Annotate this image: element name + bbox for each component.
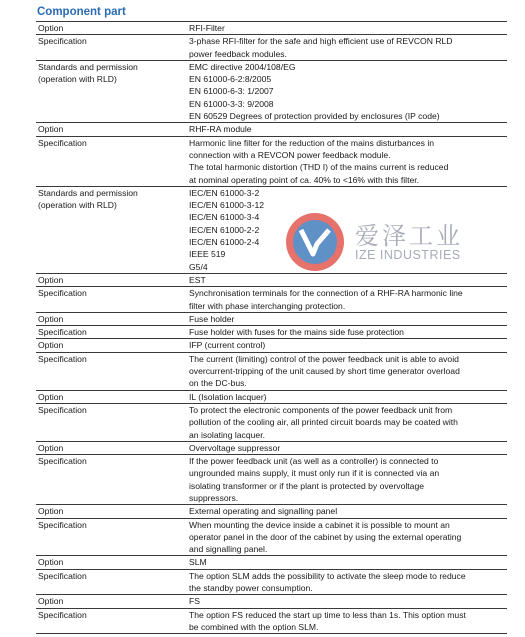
row-value-line: Synchronisation terminals for the connection of a RHF-RA harmonic line (189, 288, 463, 299)
row-label-line: Option (38, 557, 64, 568)
row-label-line: Option (38, 274, 64, 285)
row-value-line: at nominal operating point of ca. 40% to <16% with this filter. (189, 174, 420, 185)
row-label (36, 442, 187, 454)
row-label (36, 570, 187, 595)
row-value-line: be combined with the option SLM. (189, 621, 319, 632)
row-value-line: filter with phase interchanging protection. (189, 300, 346, 311)
row-value-line: The total harmonic distortion (THD I) of the mains current is reduced (189, 162, 449, 173)
row-value-line: SLM (189, 557, 207, 568)
table-row (36, 555, 507, 568)
row-label-line: Specification (38, 137, 87, 148)
row-value (187, 505, 507, 517)
row-value-line: EN 61000-3-3: 9/2008 (189, 98, 274, 109)
row-value-line: pollution of the cooling air, all printed circuit boards may be coated with (189, 417, 458, 428)
row-value-line: isolating transformer or if the plant is protected by overvoltage (189, 480, 425, 491)
row-value (187, 455, 507, 504)
row-label (36, 187, 187, 273)
row-value (187, 339, 507, 351)
row-label-line: (operation with RLD) (38, 74, 117, 85)
row-value-line: IEC/EN 61000-3-4 (189, 212, 260, 223)
row-value (187, 137, 507, 186)
row-label-line: Specification (38, 353, 87, 364)
row-label-line: Option (38, 506, 64, 517)
table-row (36, 608, 507, 635)
row-value-line: EN 61000-6-3: 1/2007 (189, 86, 274, 97)
row-value (187, 595, 507, 607)
table-row (36, 21, 507, 34)
section-title: Component part (37, 6, 126, 18)
row-value (187, 519, 507, 556)
row-label (36, 505, 187, 517)
row-value-line: operator panel in the door of the cabinet by using the external operating (189, 531, 462, 542)
table-row (36, 60, 507, 122)
row-value-line: IEEE 519 (189, 249, 226, 260)
row-value-line: When mounting the device inside a cabinet it is possible to mount an (189, 519, 450, 530)
row-label-line: Specification (38, 288, 87, 299)
row-value-line: IEC/EN 61000-2-4 (189, 237, 260, 248)
row-value (187, 61, 507, 122)
row-value-line: the standby power consumption. (189, 583, 313, 594)
table-row (36, 286, 507, 312)
row-value (187, 404, 507, 441)
row-label (36, 123, 187, 135)
row-value-line: IEC/EN 61000-2-2 (189, 224, 260, 235)
row-value-line: RHF-RA module (189, 124, 252, 135)
row-label-line: Specification (38, 519, 87, 530)
row-label (36, 556, 187, 568)
row-label-line: Specification (38, 404, 87, 415)
row-value (187, 22, 507, 34)
row-label (36, 353, 187, 390)
row-label-line: Standards and permission (38, 187, 138, 198)
row-label (36, 313, 187, 325)
row-value-line: suppressors. (189, 492, 239, 503)
row-value-line: 3-phase RFI-filter for the safe and high efficient use of REVCON RLD (189, 36, 453, 47)
row-label-line: Option (38, 340, 64, 351)
row-label (36, 391, 187, 403)
row-value-line: EMC directive 2004/108/EG (189, 61, 296, 72)
row-value (187, 274, 507, 286)
row-label (36, 609, 187, 634)
row-label-line: Standards and permission (38, 61, 138, 72)
row-label-line: Specification (38, 327, 87, 338)
row-label-line: Specification (38, 456, 87, 467)
row-value-line: on the DC-bus. (189, 378, 247, 389)
row-value-line: Overvoltage suppressor (189, 442, 281, 453)
table-row (36, 338, 507, 351)
row-label-line: Option (38, 391, 64, 402)
row-value-line: Fuse holder (189, 313, 235, 324)
row-label-line: Option (38, 23, 64, 33)
watermark-english: IZE INDUSTRIES (355, 248, 461, 262)
row-label (36, 519, 187, 556)
table-row (36, 518, 507, 556)
row-value-line: To protect the electronic components of the power feedback unit from (189, 404, 453, 415)
row-label (36, 326, 187, 338)
row-value-line: EN 61000-6-2:8/2005 (189, 74, 272, 85)
row-value (187, 123, 507, 135)
table-row (36, 34, 507, 60)
row-value (187, 442, 507, 454)
row-value (187, 353, 507, 390)
row-label-line: Option (38, 124, 64, 135)
row-value (187, 35, 507, 60)
table-row (36, 352, 507, 390)
row-value-line: Harmonic line filter for the reduction of the mains disturbances in (189, 137, 435, 148)
row-value (187, 313, 507, 325)
row-value-line: Fuse holder with fuses for the mains side fuse protection (189, 327, 404, 338)
row-value-line: The current (limiting) control of the power feedback unit is able to avoid (189, 353, 459, 364)
row-label-line: Option (38, 596, 64, 607)
row-value-line: IEC/EN 61000-3-2 (189, 187, 260, 198)
row-value-line: G5/4 (189, 261, 208, 272)
row-value (187, 556, 507, 568)
row-value-line: IEC/EN 61000-3-12 (189, 200, 264, 211)
row-label (36, 22, 187, 34)
row-label (36, 404, 187, 441)
row-value-line: connection with a REVCON power feedback module. (189, 149, 391, 160)
table-row (36, 569, 507, 595)
table-row (36, 594, 507, 607)
row-value-line: IFP (current control) (189, 340, 266, 351)
row-value-line: RFI-Filter (189, 23, 225, 33)
row-value (187, 391, 507, 403)
table-row (36, 504, 507, 517)
row-value-line: power feedback modules. (189, 48, 287, 59)
row-label-line: Specification (38, 609, 87, 620)
row-label-line: Option (38, 442, 64, 453)
table-row (36, 390, 507, 403)
row-label-line: (operation with RLD) (38, 200, 117, 211)
row-label (36, 287, 187, 312)
table-row (36, 186, 507, 273)
row-value-line: The option FS reduced the start up time to less than 1s. This option must (189, 609, 466, 620)
table-row (36, 122, 507, 135)
component-table (36, 21, 507, 634)
table-row (36, 403, 507, 441)
row-value-line: overcurrent-tripping of the unit caused by short time generator overload (189, 366, 460, 377)
row-label (36, 339, 187, 351)
row-value (187, 187, 507, 273)
table-row (36, 136, 507, 186)
table-row (36, 441, 507, 454)
row-label (36, 61, 187, 122)
row-value (187, 609, 507, 634)
row-value-line: ungrounded mains supply, it must only run if it is connected via an (189, 468, 440, 479)
row-value-line: EN 60529 Degrees of protection provided by enclosures (IP code) (189, 111, 440, 122)
table-row (36, 312, 507, 325)
row-value (187, 287, 507, 312)
row-label (36, 35, 187, 60)
row-value-line: FS (189, 596, 200, 607)
table-row (36, 273, 507, 286)
row-value-line: and signalling panel. (189, 544, 268, 555)
row-label (36, 274, 187, 286)
row-value-line: The option SLM adds the possibility to activate the sleep mode to reduce (189, 570, 466, 581)
row-value (187, 326, 507, 338)
row-value-line: If the power feedback unit (as well as a controller) is connected to (189, 456, 439, 467)
row-label-line: Specification (38, 570, 87, 581)
row-value-line: External operating and signalling panel (189, 506, 338, 517)
row-label (36, 455, 187, 504)
watermark-chinese: 爱泽工业 (355, 222, 463, 250)
row-value (187, 570, 507, 595)
row-label (36, 595, 187, 607)
row-label (36, 137, 187, 186)
table-row (36, 325, 507, 338)
table-row (36, 454, 507, 504)
row-value-line: IL (Isolation lacquer) (189, 391, 267, 402)
row-value-line: EST (189, 274, 206, 285)
row-label-line: Specification (38, 36, 87, 47)
row-label-line: Option (38, 313, 64, 324)
row-value-line: an isolating lacquer. (189, 429, 265, 440)
